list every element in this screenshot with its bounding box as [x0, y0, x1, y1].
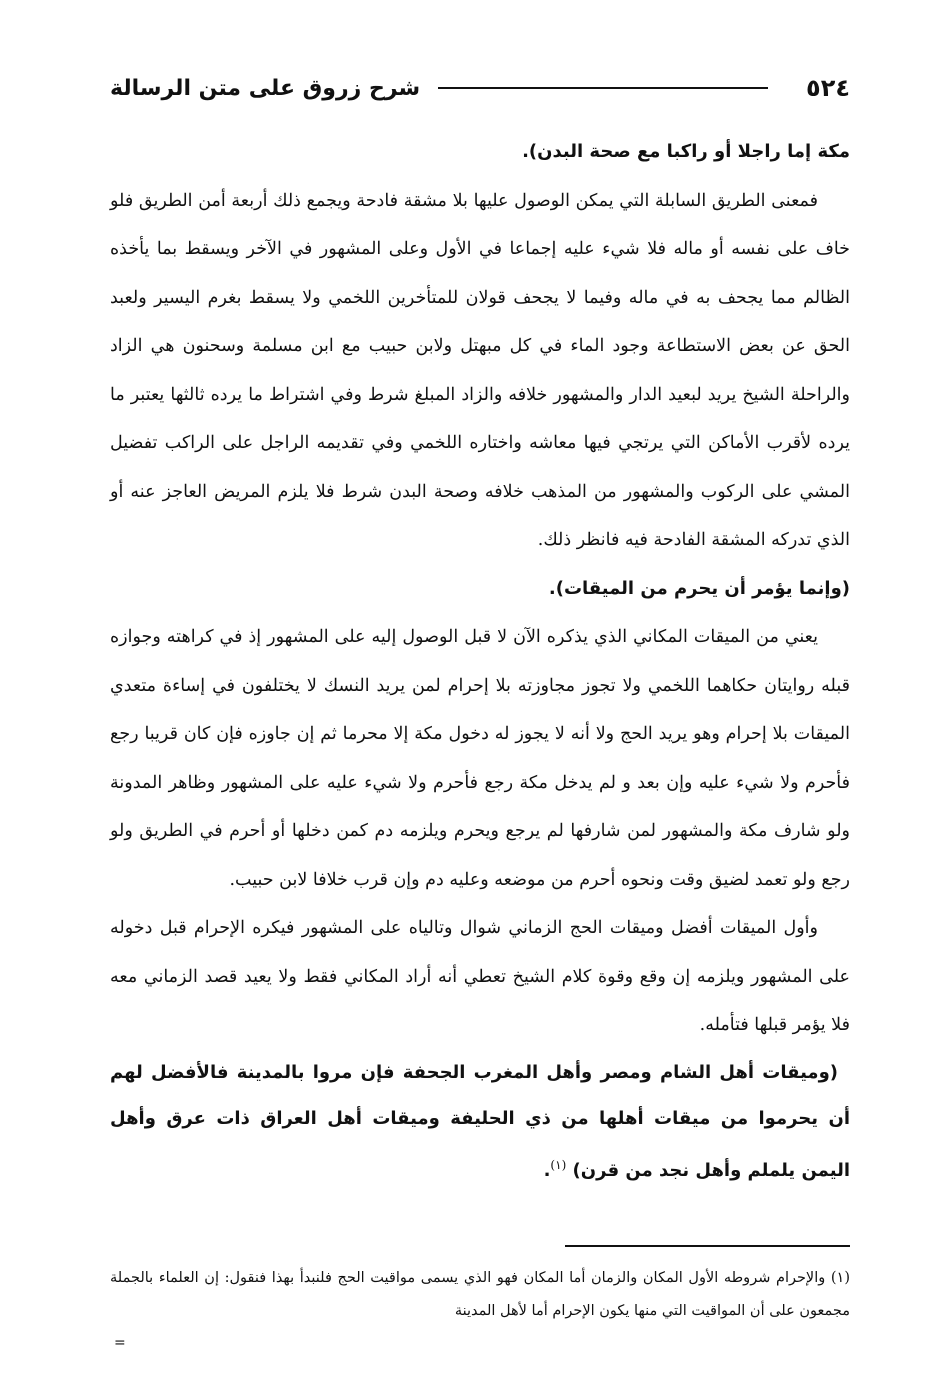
- footnote-separator: [565, 1245, 850, 1247]
- page-number: ٥٢٤: [806, 74, 850, 102]
- page-header: [110, 66, 850, 110]
- matn-line: مكة إما راجلا أو راكبا مع صحة البدن).: [522, 141, 850, 162]
- footnote: (١) والإحرام شروطه الأول المكان والزمان أما المكان فهو الذي يسمى مواقيت الحج فلنبدأ بهذا فنقول: إن العلماء بالجملة مجمعون على أن المواقيت التي منها يكون الإحرام أما لأهل المدينة: [110, 1270, 850, 1319]
- main-text: [110, 128, 850, 1194]
- footnotes: [110, 1262, 850, 1328]
- commentary-paragraph: فمعنى الطريق السابلة التي يمكن الوصول عليها بلا مشقة فادحة ويجمع ذلك أربعة أمن الطريق فلو خاف على نفسه أو ماله فلا شيء عليه إجماعا في الأول وعلى المشهور في الآخر ويسقط بما يأخذه الظالم مما يجحف به في ماله وفيما لا يجحف قولان للمتأخرين اللخمي ولا يسقط بغرم اليسير ولعبد الحق عن بعض الاستطاعة وجود الماء في كل مبهتل ولابن حبيب مع ابن مسلمة وسحنون هي الزاد والراحلة الشيخ يريد لبعيد الدار والمشهور خلافه والزاد المبلغ شرط وفي اشتراط ما يرده ثالثها يعتبر ما يرده لأقرب الأماكن التي يرتجي فيها معاشه واختاره اللخمي وفي تقديمه الراجل على الراكب تفضيل المشي على الركوب والمشهور من المذهب خلافه وصحة البدن شرط فلا يلزم المريض العاجز عنه أو الذي تدركه المشقة الفادحة فيه فانظر ذلك.: [110, 190, 850, 550]
- continuation-mark: =: [114, 1335, 126, 1351]
- matn-block-end: .: [543, 1159, 551, 1181]
- matn-block-text: (وميقات أهل الشام ومصر وأهل المغرب الجحفة فإن مروا بالمدينة فالأفضل لهم أن يحرموا من ميقات أهلها من ذي الحليفة وميقات أهل العراق ذات عرق وأهل اليمن يلملم وأهل نجد من قرن): [110, 1061, 850, 1181]
- running-title: شرح زروق على متن الرسالة: [110, 75, 421, 101]
- matn-line: (وإنما يؤمر أن يحرم من الميقات).: [548, 577, 850, 599]
- commentary-paragraph: يعني من الميقات المكاني الذي يذكره الآن لا قبل الوصول إليه على المشهور إذ في كراهته وجوازه قبله روايتان حكاهما اللخمي ولا تجوز مجاوزته بلا إحرام لمن يريد النسك لا يختلفون في إساءة متعدي الميقات بلا إحرام وهو يريد الحج ولا أنه لا يجوز له دخول مكة إلا محرما ثم إن جاوزه فإن كان قريبا رجع فأحرم ولا شيء عليه وإن بعد و لم يدخل مكة رجع فأحرم ولا شيء عليه على المشهور وظاهر المدونة ولو شارف مكة والمشهور لمن شارفها لم يرجع ويحرم ويلزمه دم كمن دخلها أو أحرم في الطريق ولو رجع ولو تعمد لضيق وقت ونحوه أحرم من موضعه وعليه دم وإن قرب خلافا لابن حبيب.: [110, 627, 850, 890]
- matn-block: [110, 1050, 850, 1194]
- footnote-reference: (١): [550, 1157, 567, 1172]
- header-rule: [438, 87, 768, 89]
- commentary-paragraph: وأول الميقات أفضل وميقات الحج الزماني شوال وتالياه على المشهور فيكره الإحرام قبل دخوله على المشهور ويلزمه إن وقع وقوة كلام الشيخ تعطي أنه أراد المكاني فقط ولا يعيد قصد الزماني معه فلا يؤمر قبلها فتأمله.: [110, 918, 850, 1035]
